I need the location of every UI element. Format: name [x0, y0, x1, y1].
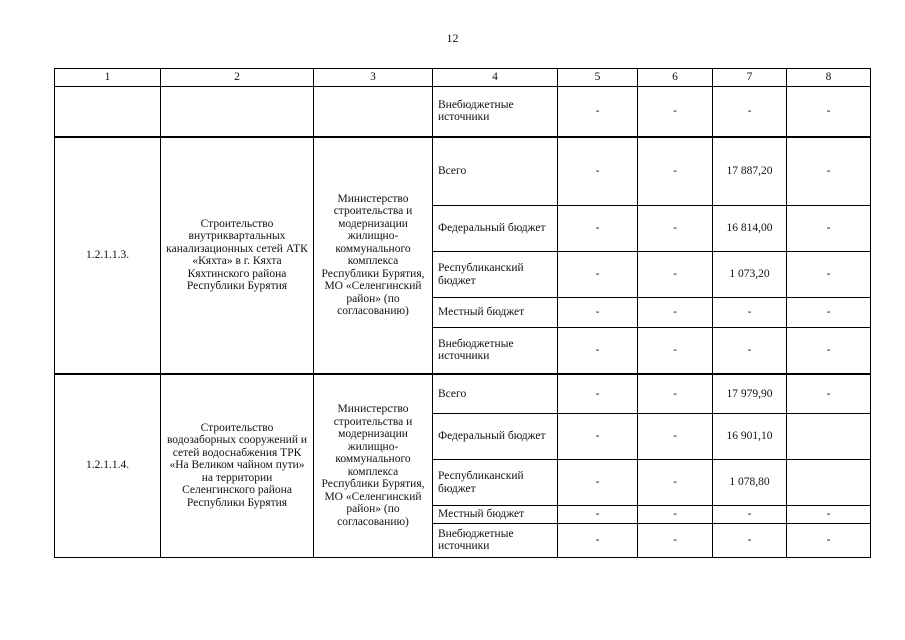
value-col-8: - [787, 298, 871, 328]
item-name: Строительство внутриквартальных канализационных сетей АТК «Кяхта» в г. Кяхта Кяхтинского района Республики Бурятия [161, 137, 314, 374]
item-executor: Министерство строительства и модернизации жилищно-коммунального комплекса Республики Бурятия, МО «Селенгинский район» (по согласованию) [314, 137, 433, 374]
value-col-7: 1 078,80 [713, 460, 787, 506]
value-col-7: - [713, 298, 787, 328]
value-col-7: 1 073,20 [713, 252, 787, 298]
value-col-7: 16 901,10 [713, 414, 787, 460]
value-col-6: - [638, 206, 713, 252]
header-col-2: 2 [161, 69, 314, 87]
funding-source: Местный бюджет [433, 298, 558, 328]
value-col-7: - [713, 87, 787, 137]
continuation-row [55, 87, 871, 137]
value-col-5: - [558, 137, 638, 206]
value-col-8: - [787, 206, 871, 252]
value-col-7: 17 887,20 [713, 137, 787, 206]
header-row [55, 69, 871, 87]
value-col-7: 16 814,00 [713, 206, 787, 252]
value-col-5: - [558, 374, 638, 414]
value-col-8: - [787, 252, 871, 298]
funding-source: Федеральный бюджет [433, 206, 558, 252]
value-col-5: - [558, 414, 638, 460]
header-col-3: 3 [314, 69, 433, 87]
value-col-8: - [787, 374, 871, 414]
value-col-6: - [638, 252, 713, 298]
value-col-7: - [713, 523, 787, 557]
value-col-8: - [787, 506, 871, 524]
value-col-5: - [558, 460, 638, 506]
budget-table [54, 68, 871, 558]
value-col-7: - [713, 328, 787, 374]
value-col-5: - [558, 506, 638, 524]
funding-source: Республиканский бюджет [433, 460, 558, 506]
page-number: 12 [446, 31, 459, 45]
value-col-6: - [638, 374, 713, 414]
value-col-5: - [558, 252, 638, 298]
value-col-8 [787, 414, 871, 460]
header-col-4: 4 [433, 69, 558, 87]
funding-source: Республиканский бюджет [433, 252, 558, 298]
table-row [55, 374, 871, 414]
item-name: Строительство водозаборных сооружений и сетей водоснабжения ТРК «На Великом чайном пути» на территории Селенгинского района Республики Бурятия [161, 374, 314, 558]
item-code: 1.2.1.1.4. [55, 374, 161, 558]
value-col-5: - [558, 523, 638, 557]
table-row [55, 137, 871, 206]
value-col-5: - [558, 206, 638, 252]
header-col-8: 8 [787, 69, 871, 87]
empty-cell [161, 87, 314, 137]
funding-source: Внебюджетные источники [433, 328, 558, 374]
funding-source: Внебюджетные источники [433, 87, 558, 137]
value-col-6: - [638, 506, 713, 524]
value-col-8: - [787, 523, 871, 557]
value-col-8 [787, 460, 871, 506]
empty-cell [314, 87, 433, 137]
item-code: 1.2.1.1.3. [55, 137, 161, 374]
value-col-8: - [787, 87, 871, 137]
value-col-6: - [638, 460, 713, 506]
value-col-8: - [787, 328, 871, 374]
funding-source: Внебюджетные источники [433, 523, 558, 557]
value-col-6: - [638, 298, 713, 328]
value-col-7: - [713, 506, 787, 524]
funding-source: Местный бюджет [433, 506, 558, 524]
value-col-5: - [558, 328, 638, 374]
value-col-6: - [638, 328, 713, 374]
value-col-6: - [638, 137, 713, 206]
header-col-7: 7 [713, 69, 787, 87]
value-col-6: - [638, 523, 713, 557]
value-col-7: 17 979,90 [713, 374, 787, 414]
value-col-6: - [638, 414, 713, 460]
empty-cell [55, 87, 161, 137]
item-executor: Министерство строительства и модернизации жилищно-коммунального комплекса Республики Бурятия, МО «Селенгинский район» (по согласованию) [314, 374, 433, 558]
header-col-6: 6 [638, 69, 713, 87]
funding-source: Федеральный бюджет [433, 414, 558, 460]
header-col-1: 1 [55, 69, 161, 87]
funding-source: Всего [433, 374, 558, 414]
funding-source: Всего [433, 137, 558, 206]
header-col-5: 5 [558, 69, 638, 87]
value-col-5: - [558, 87, 638, 137]
value-col-8: - [787, 137, 871, 206]
value-col-6: - [638, 87, 713, 137]
value-col-5: - [558, 298, 638, 328]
